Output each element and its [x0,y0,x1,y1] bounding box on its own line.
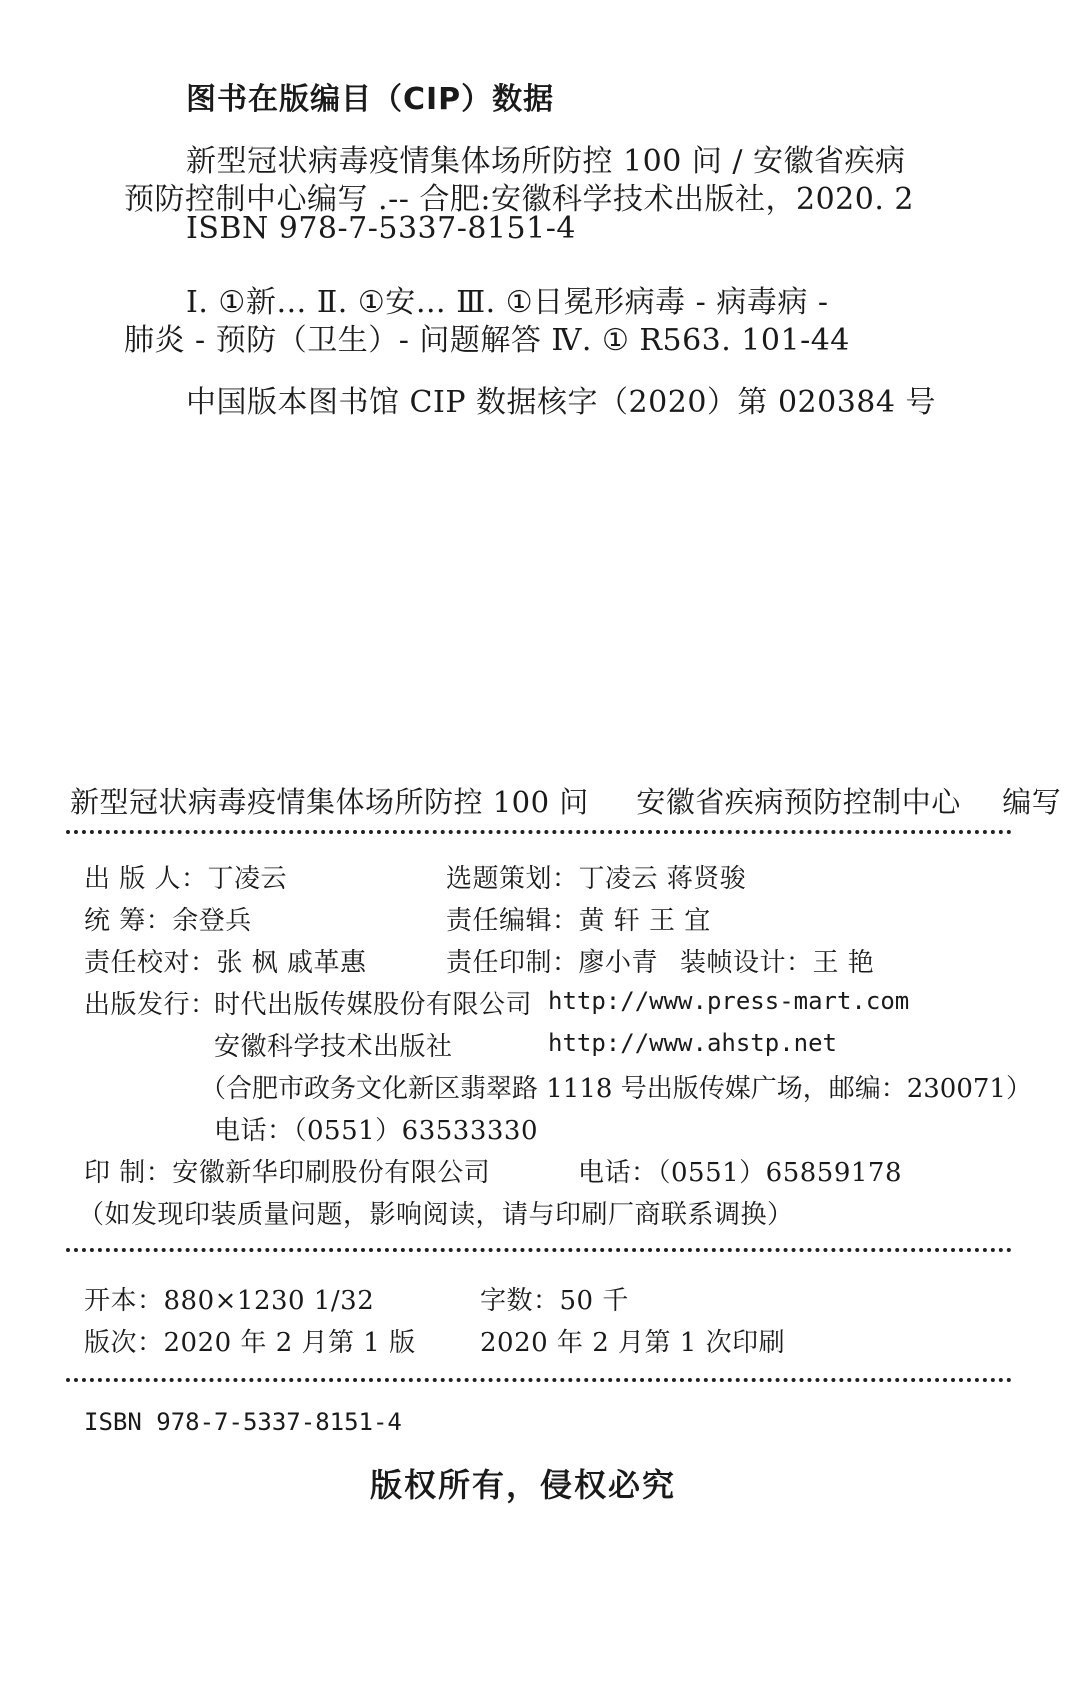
cip-line-2: 预防控制中心编写 .-- 合肥:安徽科学技术出版社，2020. 2 [124,182,914,217]
printer-phone: 电话：（0551）65859178 [578,1158,903,1188]
publisher-phone: 电话：（0551）63533330 [214,1116,539,1146]
book-author-role: 编写 [1002,785,1062,819]
book-author: 安徽省疾病预防控制中心 [636,785,961,819]
cip-heading: 图书在版编目（CIP）数据 [186,82,555,117]
cip-isbn: ISBN 978-7-5337-8151-4 [186,211,576,246]
cover-designer: 装帧设计：王 艳 [680,948,875,978]
cip-classification-2: 肺炎 - 预防（卫生）- 问题解答 Ⅳ. ① R563. 101-44 [124,323,850,358]
distributor-label: 出版发行： [84,990,217,1020]
cip-record-number: 中国版本图书馆 CIP 数据核字（2020）第 020384 号 [186,385,937,420]
book-title: 新型冠状病毒疫情集体场所防控 100 问 [70,785,589,819]
distributor-company: 时代出版传媒股份有限公司 [214,990,533,1020]
dotted-divider-1 [66,830,1012,834]
coordinator: 统 筹：余登兵 [84,906,252,936]
distributor-url[interactable]: http://www.press-mart.com [548,987,910,1015]
copyright-notice: 版权所有，侵权必究 [370,1466,677,1504]
isbn-footer: ISBN 978-7-5337-8151-4 [84,1408,402,1436]
dotted-divider-3 [66,1378,1012,1382]
book-format: 开本：880×1230 1/32 [84,1286,375,1316]
publisher-url[interactable]: http://www.ahstp.net [548,1029,837,1057]
publisher-person: 出 版 人：丁凌云 [84,864,288,894]
edition: 版次：2020 年 2 月第 1 版 [84,1328,416,1358]
proofreader: 责任校对：张 枫 戚革惠 [84,948,367,978]
printer: 印 制：安徽新华印刷股份有限公司 [84,1158,491,1188]
print-manager: 责任印制：廖小青 [446,948,659,978]
topic-planner: 选题策划：丁凌云 蒋贤骏 [446,864,747,894]
publisher-name: 安徽科学技术出版社 [214,1032,453,1062]
responsible-editor: 责任编辑：黄 轩 王 宜 [446,906,711,936]
publisher-address: （合肥市政务文化新区翡翠路 1118 号出版传媒广场，邮编：230071） [200,1074,1032,1104]
book-title-line [70,780,1061,821]
cip-line-1: 新型冠状病毒疫情集体场所防控 100 问 / 安徽省疾病 [186,144,906,179]
dotted-divider-2 [66,1248,1012,1252]
printing: 2020 年 2 月第 1 次印刷 [480,1328,786,1358]
word-count: 字数：50 千 [480,1286,629,1316]
cip-classification-1: Ⅰ. ①新… Ⅱ. ①安… Ⅲ. ①日冕形病毒 - 病毒病 - [186,285,829,320]
quality-notice: （如发现印装质量问题，影响阅读，请与印刷厂商联系调换） [78,1200,794,1230]
